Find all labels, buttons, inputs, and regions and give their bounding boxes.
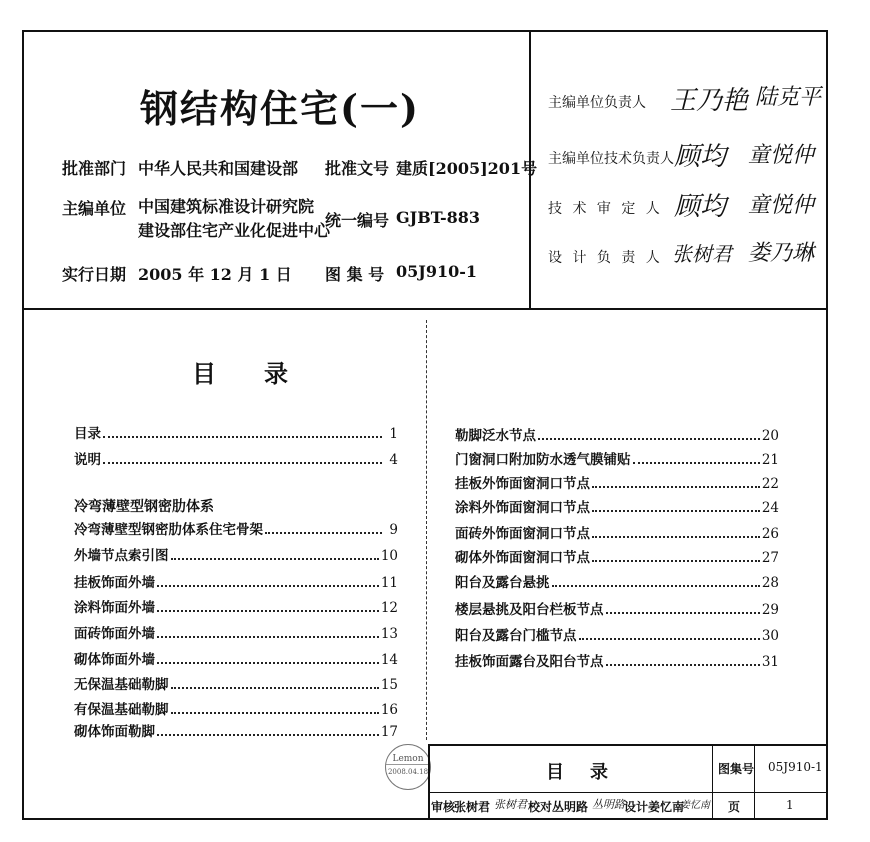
page-title: 钢结构住宅(一) bbox=[140, 86, 420, 131]
dot-leader bbox=[606, 664, 760, 666]
toc-entry[interactable] bbox=[74, 518, 398, 538]
toc-entry-label: 门窗洞口附加防水透气膜铺贴 bbox=[455, 452, 631, 468]
toc-entry-page: 21 bbox=[761, 452, 779, 468]
toc-entry-label: 目录 bbox=[74, 426, 101, 442]
dot-leader bbox=[579, 638, 760, 640]
toc-entry-label: 砌体饰面勒脚 bbox=[74, 724, 155, 740]
toc-entry[interactable] bbox=[455, 650, 779, 670]
toc-entry[interactable] bbox=[74, 648, 398, 668]
toc-entry-label: 砌体外饰面窗洞口节点 bbox=[455, 550, 590, 566]
toc-entry[interactable] bbox=[455, 472, 779, 492]
atlas-number: 05J910-1 bbox=[396, 262, 478, 281]
toc-entry-page: 26 bbox=[761, 526, 779, 542]
toc-entry-label: 面砖饰面外墙 bbox=[74, 626, 155, 642]
dot-leader bbox=[552, 585, 760, 587]
toc-entry[interactable] bbox=[74, 720, 398, 740]
dot-leader bbox=[592, 510, 760, 512]
review-label: 审核 bbox=[431, 800, 456, 814]
dot-leader bbox=[592, 560, 760, 562]
toc-entry[interactable] bbox=[74, 448, 398, 468]
title-block bbox=[428, 744, 828, 820]
stamp-name: Lemon bbox=[386, 754, 430, 765]
approval-doc: 建质[2005]201号 bbox=[396, 159, 538, 178]
toc-entry-label: 挂板饰面外墙 bbox=[74, 575, 155, 591]
toc-entry-label: 有保温基础勒脚 bbox=[74, 702, 169, 718]
editor-label: 主编单位 bbox=[62, 199, 127, 218]
check-name: 丛明路 bbox=[552, 800, 589, 814]
toc-entry-page: 22 bbox=[761, 476, 779, 492]
toc-entry-page: 31 bbox=[761, 654, 779, 670]
toc-entry[interactable] bbox=[455, 598, 779, 618]
toc-entry-page: 9 bbox=[389, 522, 398, 538]
dot-leader bbox=[103, 462, 382, 464]
editor-line-2: 建设部住宅产业化促进中心 bbox=[138, 221, 331, 240]
toc-entry[interactable] bbox=[74, 698, 398, 718]
page-label: 页 bbox=[728, 800, 741, 814]
toc-heading: 目 录 bbox=[192, 359, 288, 388]
responsible-role: 设 计 负 责 人 bbox=[548, 250, 663, 266]
toc-entry-page: 11 bbox=[380, 575, 398, 591]
stamp-date: 2008.04.18 bbox=[387, 768, 429, 776]
dot-leader bbox=[157, 636, 379, 638]
toc-entry-label: 涂料饰面外墙 bbox=[74, 600, 155, 616]
page-number: 1 bbox=[786, 798, 794, 812]
signature: 陆克平 bbox=[755, 85, 822, 110]
toc-entry-page: 28 bbox=[761, 575, 779, 591]
toc-entry[interactable] bbox=[455, 571, 779, 591]
toc-entry[interactable] bbox=[74, 622, 398, 642]
title-block-title: 目录 bbox=[546, 762, 634, 783]
editor-line-1: 中国建筑标准设计研究院 bbox=[138, 197, 315, 216]
dot-leader bbox=[171, 558, 379, 560]
dot-leader bbox=[592, 536, 760, 538]
signature: 张树君 bbox=[672, 242, 732, 266]
design-name: 姜忆南 bbox=[648, 800, 685, 814]
toc-entry[interactable] bbox=[74, 544, 398, 564]
dot-leader bbox=[157, 610, 379, 612]
dot-leader bbox=[157, 734, 379, 736]
toc-entry-label: 勒脚泛水节点 bbox=[455, 428, 536, 444]
toc-entry[interactable] bbox=[74, 571, 398, 591]
design-signature: 姜忆南 bbox=[680, 800, 710, 811]
toc-entry[interactable] bbox=[455, 546, 779, 566]
toc-entry-label: 挂板饰面露台及阳台节点 bbox=[455, 654, 604, 670]
signature: 童悦仲 bbox=[748, 143, 815, 168]
toc-entry[interactable] bbox=[455, 496, 779, 516]
toc-entry-label: 面砖外饰面窗洞口节点 bbox=[455, 526, 590, 542]
dot-leader bbox=[171, 687, 379, 689]
toc-entry[interactable] bbox=[455, 624, 779, 644]
toc-entry[interactable] bbox=[455, 424, 779, 444]
atlas-label: 图 集 号 bbox=[325, 265, 385, 284]
responsible-role: 主编单位技术负责人 bbox=[548, 151, 674, 167]
approval-dept: 中华人民共和国建设部 bbox=[138, 159, 299, 178]
dot-leader bbox=[538, 438, 760, 440]
toc-entry-page: 24 bbox=[761, 500, 779, 516]
toc-entry-page: 20 bbox=[761, 428, 779, 444]
toc-section-heading: 冷弯薄壁型钢密肋体系 bbox=[74, 499, 214, 515]
toc-entry-page: 13 bbox=[380, 626, 398, 642]
toc-entry[interactable] bbox=[455, 522, 779, 542]
approval-doc-label: 批准文号 bbox=[325, 159, 390, 178]
toc-entry-label: 砌体饰面外墙 bbox=[74, 652, 155, 668]
toc-entry-label: 说明 bbox=[74, 452, 101, 468]
header-divider bbox=[22, 308, 828, 310]
toc-entry-page: 12 bbox=[380, 600, 398, 616]
dot-leader bbox=[633, 462, 760, 464]
date-label: 实行日期 bbox=[62, 265, 127, 284]
toc-entry[interactable] bbox=[455, 448, 779, 468]
toc-entry-label: 阳台及露台悬挑 bbox=[455, 575, 550, 591]
toc-entry-page: 17 bbox=[380, 724, 398, 740]
review-name: 张树君 bbox=[454, 800, 491, 814]
toc-entry-page: 27 bbox=[761, 550, 779, 566]
toc-entry-label: 阳台及露台门槛节点 bbox=[455, 628, 577, 644]
approval-dept-label: 批准部门 bbox=[62, 159, 127, 178]
signature: 顾均 bbox=[674, 142, 727, 172]
signature: 顾均 bbox=[674, 192, 727, 222]
dot-leader bbox=[103, 436, 382, 438]
toc-entry-label: 挂板外饰面窗洞口节点 bbox=[455, 476, 590, 492]
dot-leader bbox=[592, 486, 760, 488]
toc-entry-page: 30 bbox=[761, 628, 779, 644]
dot-leader bbox=[171, 712, 379, 714]
title-block-atlas: 05J910-1 bbox=[768, 760, 823, 774]
toc-entry-page: 15 bbox=[380, 677, 398, 693]
toc-entry-page: 1 bbox=[389, 426, 398, 442]
signature: 娄乃琳 bbox=[748, 241, 815, 266]
dot-leader bbox=[265, 532, 382, 534]
review-stamp bbox=[385, 744, 431, 790]
toc-entry-page: 16 bbox=[380, 702, 398, 718]
toc-entry-page: 10 bbox=[380, 548, 398, 564]
toc-entry-label: 外墙节点索引图 bbox=[74, 548, 169, 564]
review-signature: 张树君 bbox=[494, 798, 527, 811]
toc-entry-page: 14 bbox=[380, 652, 398, 668]
toc-entry-label: 冷弯薄壁型钢密肋体系住宅骨架 bbox=[74, 522, 263, 538]
serial: GJBT-883 bbox=[396, 208, 481, 227]
toc-entry-label: 无保温基础勒脚 bbox=[74, 677, 169, 693]
dot-leader bbox=[157, 662, 379, 664]
title-block-atlas-label: 图集号 bbox=[718, 762, 755, 776]
design-label: 设计 bbox=[624, 800, 649, 814]
responsible-role: 主编单位负责人 bbox=[548, 95, 646, 111]
toc-entry-label: 楼层悬挑及阳台栏板节点 bbox=[455, 602, 604, 618]
dot-leader bbox=[157, 585, 379, 587]
toc-entry-page: 29 bbox=[761, 602, 779, 618]
dot-leader bbox=[606, 612, 760, 614]
toc-entry[interactable] bbox=[74, 673, 398, 693]
toc-entry-page: 4 bbox=[389, 452, 398, 468]
serial-label: 统一编号 bbox=[325, 211, 390, 230]
effective-date: 2005 年 12 月 1 日 bbox=[138, 265, 292, 284]
responsible-role: 技 术 审 定 人 bbox=[548, 201, 663, 217]
toc-entry[interactable] bbox=[74, 422, 398, 442]
toc-column-divider bbox=[426, 320, 427, 740]
signature: 王乃艳 bbox=[670, 86, 749, 116]
check-signature: 丛明路 bbox=[592, 798, 625, 811]
check-label: 校对 bbox=[528, 800, 553, 814]
toc-entry[interactable] bbox=[74, 596, 398, 616]
toc-entry-label: 涂料外饰面窗洞口节点 bbox=[455, 500, 590, 516]
signature: 童悦仲 bbox=[748, 193, 815, 218]
